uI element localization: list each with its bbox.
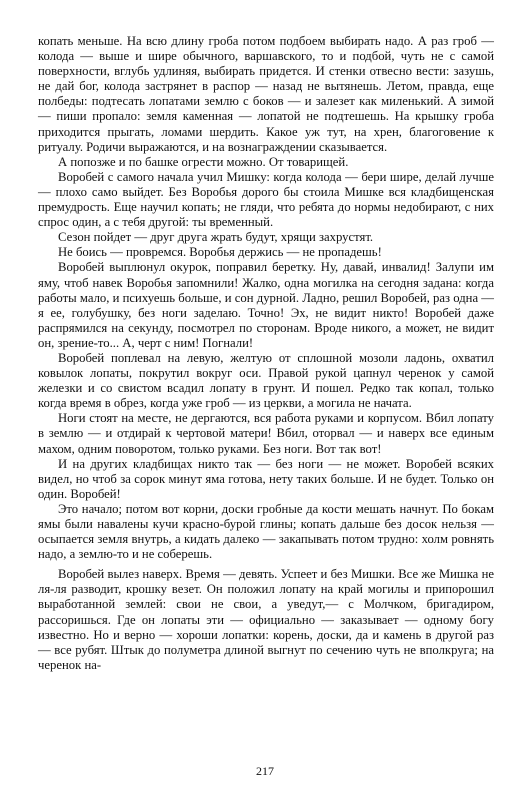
page-number: 217 <box>256 764 274 778</box>
paragraph: копать меньше. На всю длину гроба потом подбоем выбирать надо. А раз гроб — колода — выше и шире обычного, варшавского, то и подбой, чуть не с самой поверхности, вглубь удлиняя, выбирать придется. И стенки отвесно вести: зазушь, не дай бог, колода застрянет в распор — назад не вытянешь. Летом, правда, еще полбеды: подтесать лопатами землю с боков — и залезет как миленький. А зимой — пиши пропало: земля каменная — лопатой не подтешешь. На крышку гроба приходится прыгать, ломами шердить. Какое уж тут, на хрен, благоговение к ритуалу. Родичи выражаются, и на вознаграждении сказывается. <box>38 34 494 154</box>
paragraph: А попозже и по башке огрести можно. От товарищей. <box>58 154 349 169</box>
body-text <box>38 34 494 673</box>
paragraph: Воробей поплевал на левую, желтую от сплошной мозоли ладонь, охватил ковылок лопаты, покрутил вокруг оси. Правой рукой цапнул черенок у самой железки и со свистом всадил лопату в грунт. И пошел. Редко так копал, только когда время в обрез, когда уже гроб — из церкви, а могила не начата. <box>38 350 494 411</box>
paragraph: Сезон пойдет — друг друга жрать будут, хрящи захрустят. <box>58 230 374 245</box>
paragraph: Это начало; потом вот корни, доски гробные да кости мешать начнут. По бокам ямы были навалены кучи красно-бурой глины; копать дальше без досок нельзя — осыпается земля внутрь, а кидать далеко — закапывать потом трудно: холм ровнять надо, а землю-то и не соберешь. <box>38 501 494 562</box>
paragraph: Не боись — провремся. Воробья держись — не пропадешь! <box>58 245 382 260</box>
paragraph: Воробей с самого начала учил Мишку: когда колода — бери шире, делай лучше — плохо само выйдет. Без Воробья дорого бы стоила Мишке вся кладбищенская премудрость. Еще научил копать; не гляди, что ребята до нормы недобирают, с них спрос один, а с тебя другой: ты временный. <box>38 169 494 230</box>
paragraph: И на других кладбищах никто так — без ноги — не может. Воробей всяких видел, но чтоб за сорок минут яма готова, нету таких больше. И не будет. Только он один. Воробей! <box>38 456 494 501</box>
paragraph: Воробей выплюнул окурок, поправил беретку. Ну, давай, инвалид! Залупи им яму, чтоб навек Воробья запомнили! Жалко, одна могилка на сегодня задана: когда работы мало, и психуешь больше, и сон дурной. Ладно, решил Воробей, раз одна — я ее, голубушку, без ноги заделаю. Точно! Эх, не видит никто! Воробей даже распрямился на секунду, посмотрел по сторонам. Вроде никого, а может, не видит он, зрение-то... А, черт с ним! Погнали! <box>38 260 494 350</box>
paragraph: Ноги стоят на месте, не дергаются, вся работа руками и корпусом. Вбил лопату в землю — и отдирай к чертовой матери! Вбил, оторвал — и наверх все единым махом, одним поворотом, только руками. Без ноги. Вот так вот! <box>38 411 494 456</box>
paragraph: Воробей вылез наверх. Время — девять. Успеет и без Мишки. Все же Мишка не ля-ля разводит, крошку везет. Он положил лопату на край могилы и припорошил выработанной землей: свои не свои, а уведут,— с Молчком, бригадиром, рассоришься. Где он лопаты эти — официально — заказывает — одному богу известно. Но и верно — хороши лопатки: корень, доски, да и камень в другой раз — все рубят. Штык до полуметра длиной выгнут по сечению чуть не вполкруга; на черенок на- <box>38 567 494 672</box>
